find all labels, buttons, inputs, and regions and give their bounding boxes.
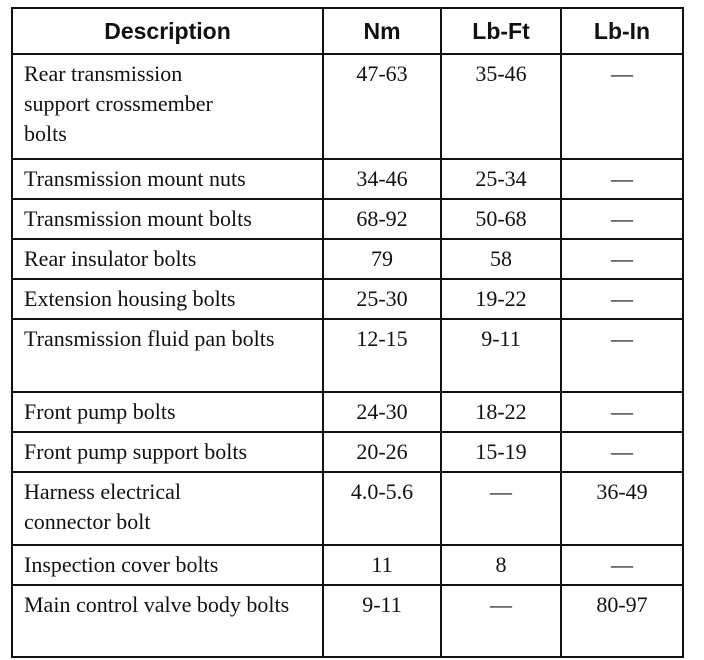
lb-ft-cell: 15-19 (441, 432, 561, 472)
lb-in-cell: — (561, 239, 683, 279)
nm-cell: 9-11 (323, 585, 441, 657)
nm-cell: 4.0-5.6 (323, 472, 441, 545)
description-cell: Front pump bolts (12, 392, 323, 432)
lb-ft-cell: 50-68 (441, 199, 561, 239)
lb-in-cell: — (561, 319, 683, 392)
description-cell: Harness electrical connector bolt (12, 472, 323, 545)
description-cell: Main control valve body bolts (12, 585, 323, 657)
description-cell: Transmission fluid pan bolts (12, 319, 323, 392)
lb-in-cell: — (561, 279, 683, 319)
lb-in-cell: — (561, 159, 683, 199)
nm-cell: 20-26 (323, 432, 441, 472)
lb-in-cell: 36-49 (561, 472, 683, 545)
table-row (12, 432, 683, 472)
nm-cell: 34-46 (323, 159, 441, 199)
header-lb-in: Lb-In (561, 8, 683, 54)
lb-ft-cell: 58 (441, 239, 561, 279)
nm-cell: 47-63 (323, 54, 441, 159)
table-row (12, 585, 683, 657)
table-header-row (12, 8, 683, 54)
table-row (12, 159, 683, 199)
lb-ft-cell: 25-34 (441, 159, 561, 199)
header-description: Description (12, 8, 323, 54)
lb-ft-cell: 9-11 (441, 319, 561, 392)
description-cell: Front pump support bolts (12, 432, 323, 472)
lb-ft-cell: 8 (441, 545, 561, 585)
lb-ft-cell: — (441, 472, 561, 545)
lb-in-cell: 80-97 (561, 585, 683, 657)
table-row (12, 279, 683, 319)
description-cell: Extension housing bolts (12, 279, 323, 319)
lb-in-cell: — (561, 54, 683, 159)
lb-in-cell: — (561, 392, 683, 432)
nm-cell: 12-15 (323, 319, 441, 392)
nm-cell: 25-30 (323, 279, 441, 319)
lb-ft-cell: 19-22 (441, 279, 561, 319)
table-row (12, 472, 683, 545)
description-cell: Transmission mount bolts (12, 199, 323, 239)
header-nm: Nm (323, 8, 441, 54)
table-row (12, 54, 683, 159)
lb-ft-cell: 35-46 (441, 54, 561, 159)
lb-in-cell: — (561, 199, 683, 239)
description-cell: Rear insulator bolts (12, 239, 323, 279)
lb-ft-cell: 18-22 (441, 392, 561, 432)
nm-cell: 11 (323, 545, 441, 585)
description-cell: Inspection cover bolts (12, 545, 323, 585)
nm-cell: 68-92 (323, 199, 441, 239)
lb-in-cell: — (561, 432, 683, 472)
nm-cell: 79 (323, 239, 441, 279)
table-row (12, 239, 683, 279)
table-row (12, 392, 683, 432)
torque-spec-table (11, 7, 684, 658)
header-lb-ft: Lb-Ft (441, 8, 561, 54)
lb-ft-cell: — (441, 585, 561, 657)
lb-in-cell: — (561, 545, 683, 585)
nm-cell: 24-30 (323, 392, 441, 432)
table-row (12, 199, 683, 239)
description-cell: Rear transmission support crossmember bolts (12, 54, 323, 159)
description-cell: Transmission mount nuts (12, 159, 323, 199)
table-row (12, 545, 683, 585)
table-row (12, 319, 683, 392)
